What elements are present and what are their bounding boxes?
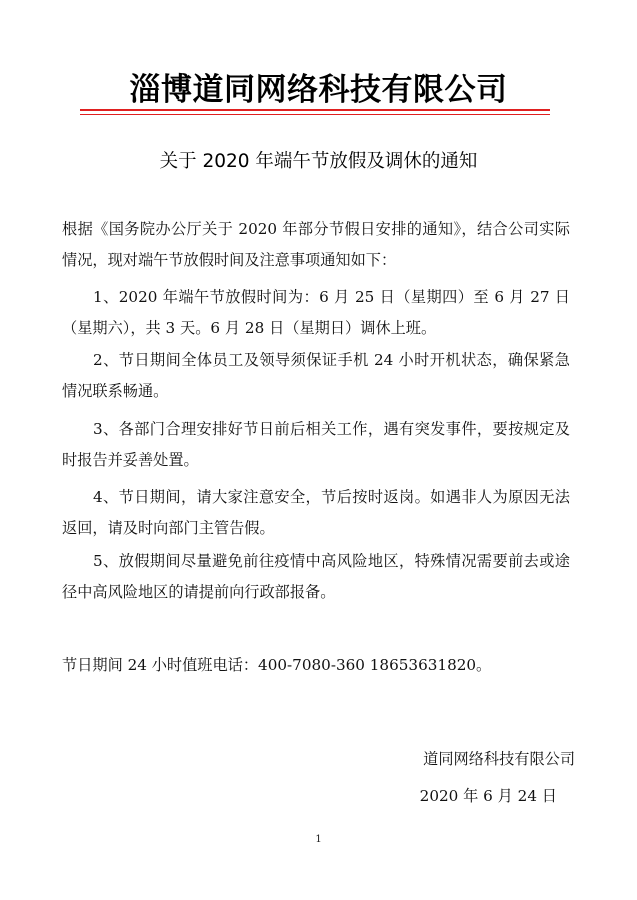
intro-paragraph: 根据《国务院办公厅关于 2020 年部分节假日安排的通知》，结合公司实际情况，现对端午节放假时间及注意事项通知如下： [62, 220, 570, 269]
notice-item-2: 2、节日期间全体员工及领导须保证手机 24 小时开机状态，确保紧急情况联系畅通。 [62, 351, 570, 400]
header-red-rule-thick [80, 109, 550, 111]
duty-hotline: 节日期间 24 小时值班电话：400-7080-360 18653631820。 [62, 656, 492, 674]
notice-item-5: 5、放假期间尽量避免前往疫情中高风险地区，特殊情况需要前去或途径中高风险地区的请提前向行政部报备。 [62, 552, 570, 601]
company-title: 淄博道同网络科技有限公司 [129, 72, 508, 108]
page-number: 1 [315, 834, 322, 845]
notice-item-4: 4、节日期间，请大家注意安全，节后按时返岗。如遇非人为原因无法返回，请及时向部门主管告假。 [62, 488, 570, 537]
signature-company: 道同网络科技有限公司 [423, 750, 575, 768]
notice-item-3: 3、各部门合理安排好节日前后相关工作，遇有突发事件，要按规定及时报告并妥善处置。 [62, 420, 570, 469]
notice-item-1: 1、2020 年端午节放假时间为：6 月 25 日（星期四）至 6 月 27 日（星期六），共 3 天。6 月 28 日（星期日）调休上班。 [62, 288, 570, 337]
notice-title: 关于 2020 年端午节放假及调休的通知 [159, 151, 478, 172]
signature-date: 2020 年 6 月 24 日 [419, 787, 557, 805]
header-red-rule-thin [80, 114, 550, 115]
